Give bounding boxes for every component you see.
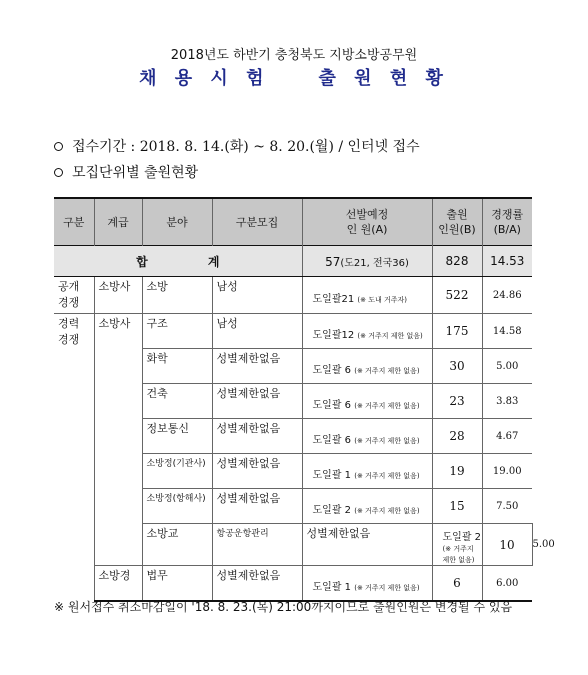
planned-cell xyxy=(302,349,432,384)
ratio-cell: 7.50 xyxy=(482,489,532,524)
circle-bullet-icon xyxy=(54,142,63,151)
planned-note: (※ 거주지 제한 없음) xyxy=(354,366,420,375)
field-cell xyxy=(142,489,212,524)
planned-note: (※ 거주지 제한 없음) xyxy=(357,331,423,340)
field-text: 법무 xyxy=(146,569,168,582)
sum-planned-note: (도21, 전국36) xyxy=(340,257,409,269)
planned-cell xyxy=(302,489,432,524)
planned-text: 도일괄 6 xyxy=(312,364,352,376)
rank-cell xyxy=(94,277,142,314)
planned-text: 도일괄 1 xyxy=(312,581,352,593)
applicants-cell: 175 xyxy=(432,314,482,349)
category-cell xyxy=(212,566,302,602)
header-applicants xyxy=(432,198,482,246)
group-career-competition xyxy=(54,314,94,602)
application-period-line xyxy=(54,136,420,156)
field-cell xyxy=(142,454,212,489)
header-ratio xyxy=(482,198,532,246)
field-text: 정보통신 xyxy=(146,422,190,435)
planned-note: (※ 거주지 제한 없음) xyxy=(354,583,420,592)
planned-note: (※ 거주지 제한 없음) xyxy=(354,506,420,515)
planned-text: 도일괄 2 xyxy=(312,504,352,516)
sum-ratio: 14.53 xyxy=(482,246,532,277)
ratio-cell: 14.58 xyxy=(482,314,532,349)
planned-text: 도일괄 6 xyxy=(312,399,352,411)
rank-text: 소방사 xyxy=(98,280,131,293)
category-cell xyxy=(212,454,302,489)
category-cell xyxy=(212,277,302,314)
rank-text: 소방사 xyxy=(98,317,131,330)
applicants-cell: 23 xyxy=(432,384,482,419)
ratio-cell: 6.00 xyxy=(482,566,532,602)
field-text: 건축 xyxy=(146,387,168,400)
category-cell xyxy=(212,384,302,419)
category-text: 성별제한없음 xyxy=(216,387,281,400)
category-text: 성별제한없음 xyxy=(306,527,371,540)
application-status-table xyxy=(54,197,555,602)
header-ratio-line1: 경쟁률 xyxy=(491,208,524,221)
rank-text: 소방교 xyxy=(146,527,179,540)
group-career-line2: 경쟁 xyxy=(58,333,80,346)
field-cell xyxy=(142,566,212,602)
planned-cell xyxy=(302,277,432,314)
category-text: 성별제한없음 xyxy=(216,422,281,435)
category-text: 성별제한없음 xyxy=(216,352,281,365)
table-row xyxy=(54,566,532,602)
document-subtitle: 채 용 시 험 출 원 현 황 xyxy=(139,68,449,89)
header-applicants-line2: 인원(B) xyxy=(438,223,476,236)
section-heading-line xyxy=(54,162,198,182)
planned-note: (※ 거주지 제한 없음) xyxy=(354,436,420,445)
planned-cell xyxy=(302,419,432,454)
ratio-cell: 3.83 xyxy=(482,384,532,419)
footnote: ※ 원서접수 취소마감일이 '18. 8. 23.(목) 21:00까지이므로 출원인원은 변경될 수 있음 xyxy=(54,600,513,614)
sum-planned-main: 57 xyxy=(325,254,341,269)
document-title: 2018년도 하반기 충청북도 지방소방공무원 xyxy=(170,48,418,63)
rank-cell xyxy=(94,314,142,566)
applicants-cell: 522 xyxy=(432,277,482,314)
header-planned-line1: 선발예정 xyxy=(345,208,389,221)
applicants-cell: 28 xyxy=(432,419,482,454)
field-text: 소방정(항해사) xyxy=(146,494,206,504)
field-text: 구조 xyxy=(146,317,168,330)
planned-note: (※ 거주지 제한 없음) xyxy=(354,471,420,480)
planned-text: 도일괄 2 xyxy=(442,532,482,543)
ratio-cell: 24.86 xyxy=(482,277,532,314)
rank-cell xyxy=(94,566,142,602)
category-cell xyxy=(212,314,302,349)
category-cell xyxy=(212,489,302,524)
field-cell xyxy=(142,277,212,314)
table-row xyxy=(54,277,532,314)
sum-row xyxy=(54,246,532,277)
ratio-cell: 4.67 xyxy=(482,419,532,454)
field-text: 화학 xyxy=(146,352,168,365)
field-cell xyxy=(212,524,302,566)
planned-text: 도일괄21 xyxy=(312,293,355,305)
field-cell xyxy=(142,314,212,349)
application-period-text: 접수기간 : 2018. 8. 14.(화) ~ 8. 20.(월) / 인터넷 접수 xyxy=(72,139,420,155)
category-cell xyxy=(302,524,432,566)
section-heading-text: 모집단위별 출원현황 xyxy=(72,165,199,181)
field-text: 소방정(기관사) xyxy=(146,459,206,469)
rank-cell xyxy=(142,524,212,566)
header-category: 구분모집 xyxy=(212,198,302,246)
field-cell xyxy=(142,384,212,419)
planned-note: (※ 도내 거주자) xyxy=(357,295,407,304)
planned-cell xyxy=(302,566,432,602)
applicants-cell: 10 xyxy=(482,524,532,566)
applicants-cell: 30 xyxy=(432,349,482,384)
group-open-line2: 경쟁 xyxy=(58,296,80,309)
category-text: 남성 xyxy=(216,280,238,293)
field-text: 항공운항관리 xyxy=(216,529,269,539)
ratio-cell: 19.00 xyxy=(482,454,532,489)
planned-text: 도일괄 1 xyxy=(312,469,352,481)
sum-label: 합 계 xyxy=(54,246,302,277)
header-applicants-line1: 출원 xyxy=(446,208,468,221)
table-row xyxy=(54,314,532,349)
group-open-competition xyxy=(54,277,94,314)
rank-text: 소방경 xyxy=(98,569,131,582)
circle-bullet-icon xyxy=(54,168,63,177)
table-row: 소방교 항공운항관리 성별제한없음 도일괄 2 (※ 거주지 제한 없음) 10 5.00 xyxy=(54,524,532,566)
applicants-cell: 19 xyxy=(432,454,482,489)
applicants-cell: 15 xyxy=(432,489,482,524)
sum-applicants: 828 xyxy=(432,246,482,277)
category-text: 성별제한없음 xyxy=(216,569,281,582)
table-header-row xyxy=(54,198,532,246)
planned-cell xyxy=(302,314,432,349)
planned-note: (※ 거주지 제한 없음) xyxy=(354,401,420,410)
category-text: 성별제한없음 xyxy=(216,492,281,505)
planned-note: (※ 거주지 제한 없음) xyxy=(442,545,475,564)
planned-text: 도일괄12 xyxy=(312,329,355,341)
group-career-line1: 경력 xyxy=(58,317,80,330)
header-planned xyxy=(302,198,432,246)
ratio-cell: 5.00 xyxy=(482,349,532,384)
header-ratio-line2: (B/A) xyxy=(493,223,521,236)
planned-cell xyxy=(302,454,432,489)
category-cell xyxy=(212,419,302,454)
header-gubun: 구분 xyxy=(54,198,94,246)
group-open-line1: 공개 xyxy=(58,280,80,293)
header-field: 분야 xyxy=(142,198,212,246)
header-rank: 계급 xyxy=(94,198,142,246)
category-text: 남성 xyxy=(216,317,238,330)
sum-planned xyxy=(302,246,432,277)
planned-cell xyxy=(302,384,432,419)
category-text: 성별제한없음 xyxy=(216,457,281,470)
planned-cell xyxy=(432,524,482,566)
applicants-cell: 6 xyxy=(432,566,482,602)
category-cell xyxy=(212,349,302,384)
field-cell xyxy=(142,419,212,454)
field-text: 소방 xyxy=(146,280,168,293)
field-cell xyxy=(142,349,212,384)
header-planned-line2: 인 원(A) xyxy=(346,223,388,236)
planned-text: 도일괄 6 xyxy=(312,434,352,446)
